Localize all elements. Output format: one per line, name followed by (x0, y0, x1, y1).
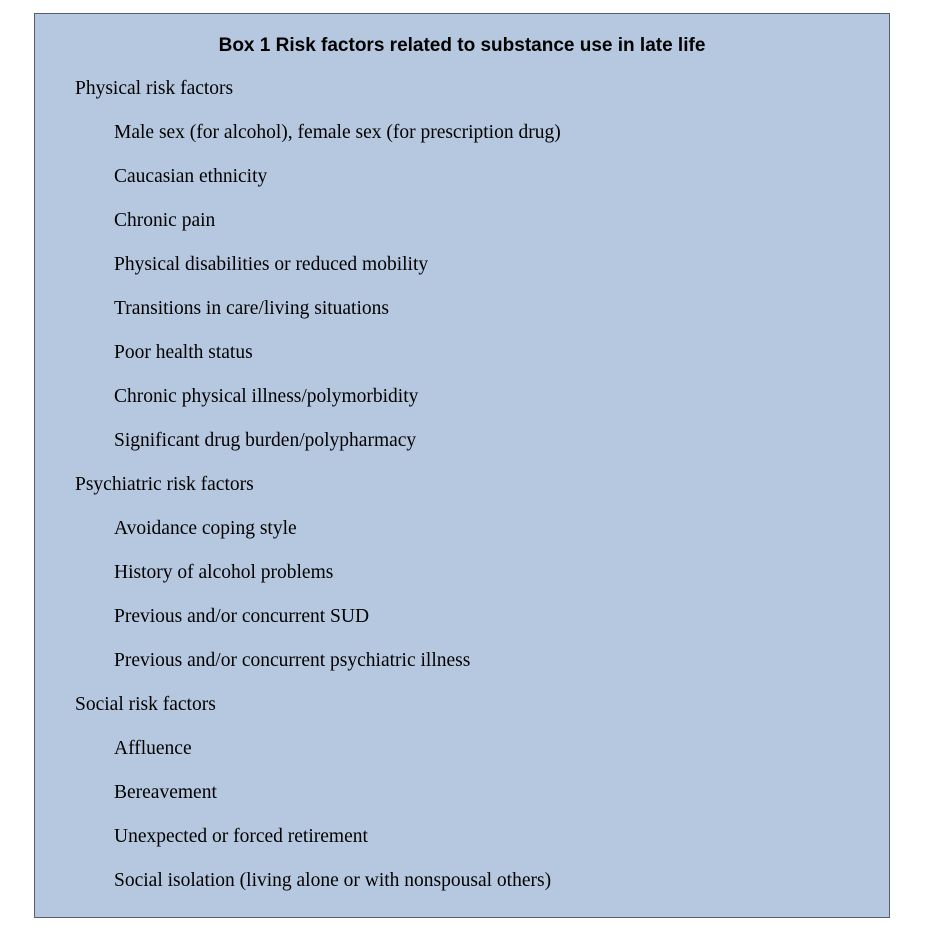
section-heading-physical: Physical risk factors (75, 78, 234, 99)
list-item: Poor health status (114, 342, 253, 363)
list-item: Chronic pain (114, 210, 216, 231)
list-item: Previous and/or concurrent psychiatric illness (114, 650, 471, 671)
box-content (35, 79, 889, 915)
list-item: History of alcohol problems (114, 562, 334, 583)
section-heading-social: Social risk factors (75, 694, 216, 715)
list-item: Significant drug burden/polypharmacy (114, 430, 417, 451)
list-item: Unexpected or forced retirement (114, 826, 368, 847)
list-item: Male sex (for alcohol), female sex (for prescription drug) (114, 122, 561, 143)
list-item: Transitions in care/living situations (114, 298, 389, 319)
list-item: Affluence (114, 738, 192, 759)
list-item: Physical disabilities or reduced mobility (114, 254, 429, 275)
risk-factors-box (34, 13, 890, 918)
section-heading-psychiatric: Psychiatric risk factors (75, 474, 254, 495)
box-title: Box 1 Risk factors related to substance use in late life (218, 35, 706, 56)
list-item: Bereavement (114, 782, 217, 803)
list-item: Chronic physical illness/polymorbidity (114, 386, 419, 407)
list-item: Previous and/or concurrent SUD (114, 606, 370, 627)
list-item: Social isolation (living alone or with nonspousal others) (114, 870, 552, 891)
list-item: Avoidance coping style (114, 518, 297, 539)
list-item: Caucasian ethnicity (114, 166, 268, 187)
